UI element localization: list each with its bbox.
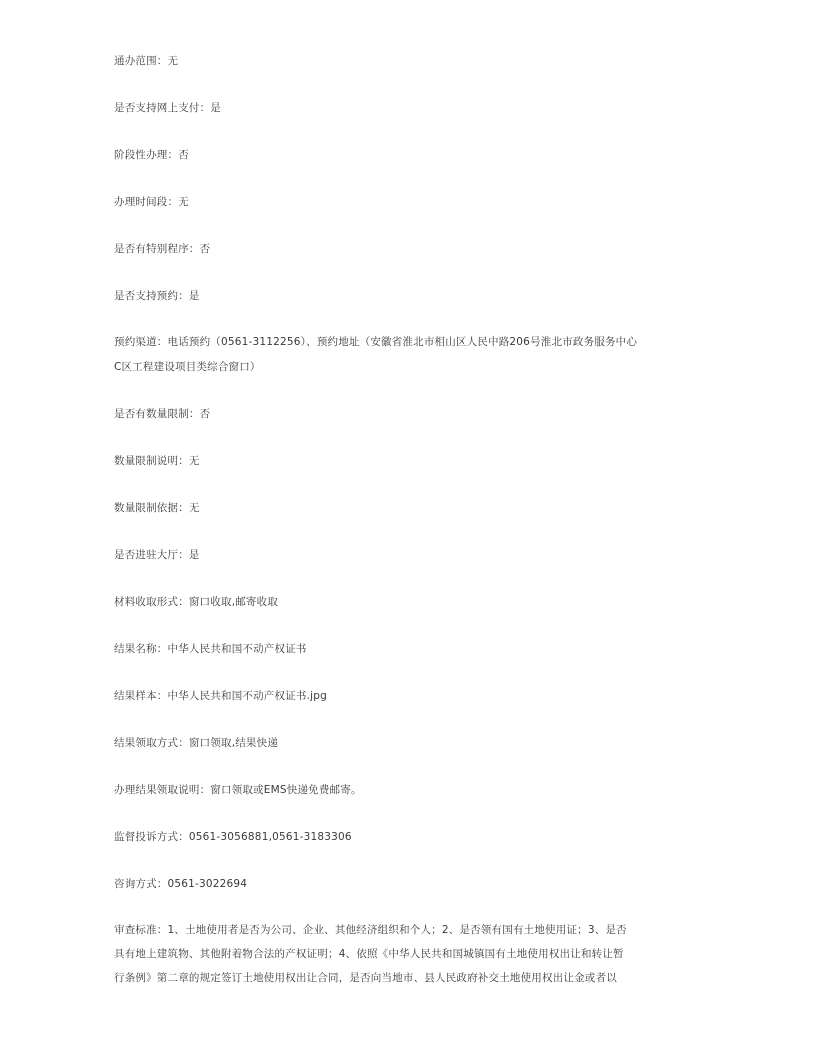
- field-quantity-limit-desc: 数量限制说明：无: [114, 455, 200, 467]
- field-reservation-channel-line1: 预约渠道：电话预约（0561-3112256）、预约地址（安徽省淮北市相山区人民中路206号淮北市政务服务中心: [114, 336, 638, 348]
- field-complaint-contact: 监督投诉方式：0561-3056881,0561-3183306: [114, 831, 352, 843]
- field-quantity-limit-basis: 数量限制依据：无: [114, 502, 200, 514]
- field-reservation-support: 是否支持预约：是: [114, 290, 200, 302]
- field-review-standard-line1: 审查标准：1、土地使用者是否为公司、企业、其他经济组织和个人；2、是否领有国有土地使用证；3、是否: [114, 924, 627, 936]
- field-tongban-fanwei: 通办范围：无: [114, 55, 179, 67]
- field-quantity-limit: 是否有数量限制：否: [114, 408, 211, 420]
- field-processing-time: 办理时间段：无: [114, 196, 189, 208]
- field-online-payment: 是否支持网上支付：是: [114, 102, 221, 114]
- field-result-pickup-desc: 办理结果领取说明：窗口领取或EMS快递免费邮寄。: [114, 784, 362, 796]
- field-consult-contact: 咨询方式：0561-3022694: [114, 878, 248, 890]
- field-result-sample: 结果样本：中华人民共和国不动产权证书.jpg: [114, 690, 327, 702]
- field-staged-processing: 阶段性办理：否: [114, 149, 189, 161]
- field-in-hall: 是否进驻大厅：是: [114, 549, 200, 561]
- field-special-procedure: 是否有特别程序：否: [114, 243, 211, 255]
- field-reservation-channel-line2: C区工程建设项目类综合窗口）: [114, 361, 261, 373]
- field-result-name: 结果名称：中华人民共和国不动产权证书: [114, 643, 307, 655]
- field-material-collection: 材料收取形式：窗口收取,邮寄收取: [114, 596, 279, 608]
- field-review-standard-line3: 行条例》第二章的规定签订土地使用权出让合同，是否向当地市、县人民政府补交土地使用权出让金或者以: [114, 972, 617, 984]
- field-review-standard-line2: 具有地上建筑物、其他附着物合法的产权证明；4、依照《中华人民共和国城镇国有土地使用权出让和转让暂: [114, 948, 624, 960]
- field-result-pickup-method: 结果领取方式：窗口领取,结果快递: [114, 737, 279, 749]
